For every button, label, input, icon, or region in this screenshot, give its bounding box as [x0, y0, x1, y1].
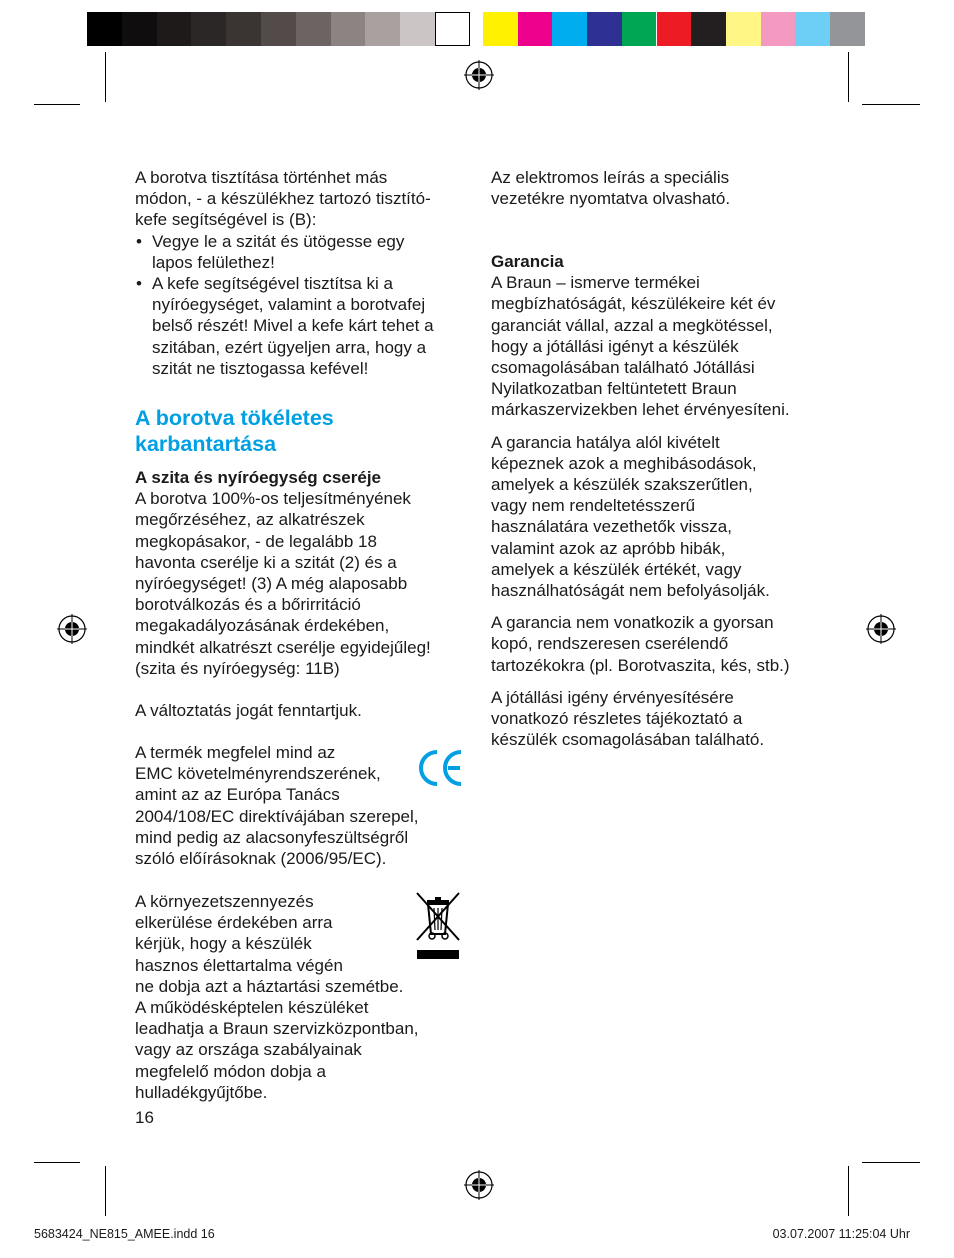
text-line: megkopásakor, - de legalább 18 — [135, 531, 377, 551]
color-swatch — [622, 12, 657, 46]
left-column — [135, 167, 470, 379]
text-line: készülék csomagolásában található. — [491, 730, 765, 750]
maintenance-section — [135, 467, 470, 679]
text-line: amelyek a készülék értékét, vagy — [491, 559, 742, 579]
text-line: vagy nem rendeltetésszerű — [491, 496, 696, 516]
text-line: használhatóságát nem befolyásolják. — [491, 581, 770, 601]
heading-line: A borotva tökéletes — [135, 406, 334, 430]
guarantee-section — [491, 251, 836, 750]
text-line: megbízhatóságát, készülékeire két év — [491, 294, 776, 314]
gray-swatch — [191, 12, 226, 46]
text-line: hulladékgyűjtőbe. — [135, 1082, 268, 1102]
list-item-line: Vegye le a szitát és ütögesse egy — [152, 231, 405, 251]
text-line: csomagolásában található Jótállási — [491, 358, 755, 378]
page-number — [135, 1107, 195, 1128]
list-item-line: szitát ne tisztogassa kefével! — [152, 358, 369, 378]
color-swatch — [657, 12, 692, 46]
text-line: 2004/108/EC direktívájában szerepel, — [135, 806, 419, 826]
file-slug: 5683424_NE815_AMEE.indd 16 — [34, 1227, 215, 1241]
list-item-line: belső részét! Mivel a kefe kárt tehet a — [152, 316, 434, 336]
intro-line: módon, - a készülékhez tartozó tisztító- — [135, 189, 431, 209]
text-line: megakadályozásának érdekében, — [135, 616, 390, 636]
text-line: (szita és nyíróegység: 11B) — [135, 658, 340, 678]
heading-line: karbantartása — [135, 432, 277, 456]
list-item-line: nyíróegységet, valamint a borotvafej — [152, 295, 426, 315]
text-line: A változtatás jogát fenntartjuk. — [135, 701, 362, 720]
subheading: A szita és nyíróegység cseréje — [135, 468, 382, 487]
text-line: amint az az Európa Tanács — [135, 785, 340, 805]
right-column — [491, 167, 826, 209]
gray-swatch — [122, 12, 157, 46]
color-swatch — [726, 12, 761, 46]
ce-mark-icon — [416, 748, 464, 788]
rights-notice — [135, 700, 470, 721]
gray-swatch — [157, 12, 192, 46]
text-line: A garancia nem vonatkozik a gyorsan — [491, 613, 774, 633]
registration-mark-icon — [464, 1170, 494, 1200]
gray-swatch — [435, 12, 470, 46]
text-line: vagy az országa szabályainak — [135, 1040, 362, 1060]
text-line: szóló előírásoknak (2006/95/EC). — [135, 849, 387, 869]
text-line: hogy a jótállási igényt a készülék — [491, 336, 739, 356]
text-line: mindkét alkatrészt cserélje egyidejűleg! — [135, 637, 431, 657]
registration-mark-icon — [57, 614, 87, 644]
color-swatch — [761, 12, 796, 46]
color-swatch — [483, 12, 518, 46]
text-line: A Braun – ismerve termékei — [491, 273, 700, 293]
intro-line: kefe segítségével is (B): — [135, 210, 317, 230]
crossed-out-wheelie-bin-icon — [412, 890, 464, 962]
text-line: képeznek azok a meghibásodások, — [491, 453, 757, 473]
registration-mark-icon — [464, 60, 494, 90]
text-line: Nyilatkozatban feltüntetett Braun — [491, 379, 737, 399]
text-line: Az elektromos leírás a speciális — [491, 168, 730, 187]
bullet-icon: • — [136, 274, 142, 294]
text-line: kérjük, hogy a készülék — [135, 934, 312, 954]
list-item-line: lapos felülethez! — [152, 252, 275, 272]
intro-line: A borotva tisztítása történhet más — [135, 168, 388, 187]
text-line: hasznos élettartalma végén — [135, 955, 343, 975]
text-line: A garancia hatálya alól kivételt — [491, 432, 720, 452]
gray-swatch — [226, 12, 261, 46]
text-line: garanciát vállal, azzal a megkötéssel, — [491, 315, 773, 335]
list-item-line: A kefe segítségével tisztítsa ki a — [152, 274, 393, 294]
text-line: A működésképtelen készüléket — [135, 998, 369, 1018]
color-swatch — [552, 12, 587, 46]
text-line: vonatkozó részletes tájékoztató a — [491, 709, 743, 729]
text-line: havonta cserélje ki a szitát (2) és a — [135, 552, 397, 572]
text-line: leadhatja a Braun szervizközpontban, — [135, 1019, 419, 1039]
list-item — [135, 273, 470, 379]
gray-swatch — [296, 12, 331, 46]
list-item-line: szitában, ezért ügyeljen arra, hogy a — [152, 337, 427, 357]
text-line: megfelelő módon dobja a — [135, 1061, 326, 1081]
text-line: elkerülése érdekében arra — [135, 913, 333, 933]
gray-swatch — [261, 12, 296, 46]
text-line: tartozékokra (pl. Borotvaszita, kés, stb.) — [491, 655, 790, 675]
text-line: nyíróegységet! (3) A még alaposabb — [135, 574, 408, 594]
text-line: kopó, rendszeresen cserélendő — [491, 634, 729, 654]
text-line: amelyek a készülék szakszerűtlen, — [491, 475, 753, 495]
text-line: valamint azok az apróbb hibák, — [491, 538, 726, 558]
color-swatch — [518, 12, 553, 46]
text-line: borotválkozás és a bőrirritáció — [135, 595, 361, 615]
color-swatch — [587, 12, 622, 46]
color-swatch — [795, 12, 830, 46]
print-timestamp: 03.07.2007 11:25:04 Uhr — [772, 1227, 910, 1241]
gray-swatch — [331, 12, 366, 46]
text-line: A környezetszennyezés — [135, 892, 314, 911]
list-item — [135, 231, 470, 273]
page-number-text: 16 — [135, 1108, 154, 1127]
text-line: EMC követelményrendszerének, — [135, 764, 381, 784]
text-line: vezetékre nyomtatva olvasható. — [491, 189, 731, 209]
text-line: ne dobja azt a háztartási szemétbe. — [135, 976, 404, 996]
color-swatch — [691, 12, 726, 46]
gray-swatch — [365, 12, 400, 46]
section-heading — [135, 405, 470, 457]
text-line: használatára vezethetők vissza, — [491, 517, 732, 537]
text-line: A termék megfelel mind az — [135, 743, 336, 762]
text-line: márkaszervizekben lehet érvényesíteni. — [491, 400, 790, 420]
text-line: A jótállási igény érvényesítésére — [491, 687, 734, 707]
gray-swatch — [400, 12, 435, 46]
registration-mark-icon — [866, 614, 896, 644]
color-swatch — [830, 12, 865, 46]
gray-swatch — [87, 12, 122, 46]
text-line: megőrzéséhez, az alkatrészek — [135, 510, 365, 530]
guarantee-title: Garancia — [491, 252, 564, 271]
bullet-icon: • — [136, 231, 142, 251]
text-line: A borotva 100%-os teljesítményének — [135, 489, 411, 509]
text-line: mind pedig az alacsonyfeszültségről — [135, 827, 409, 847]
